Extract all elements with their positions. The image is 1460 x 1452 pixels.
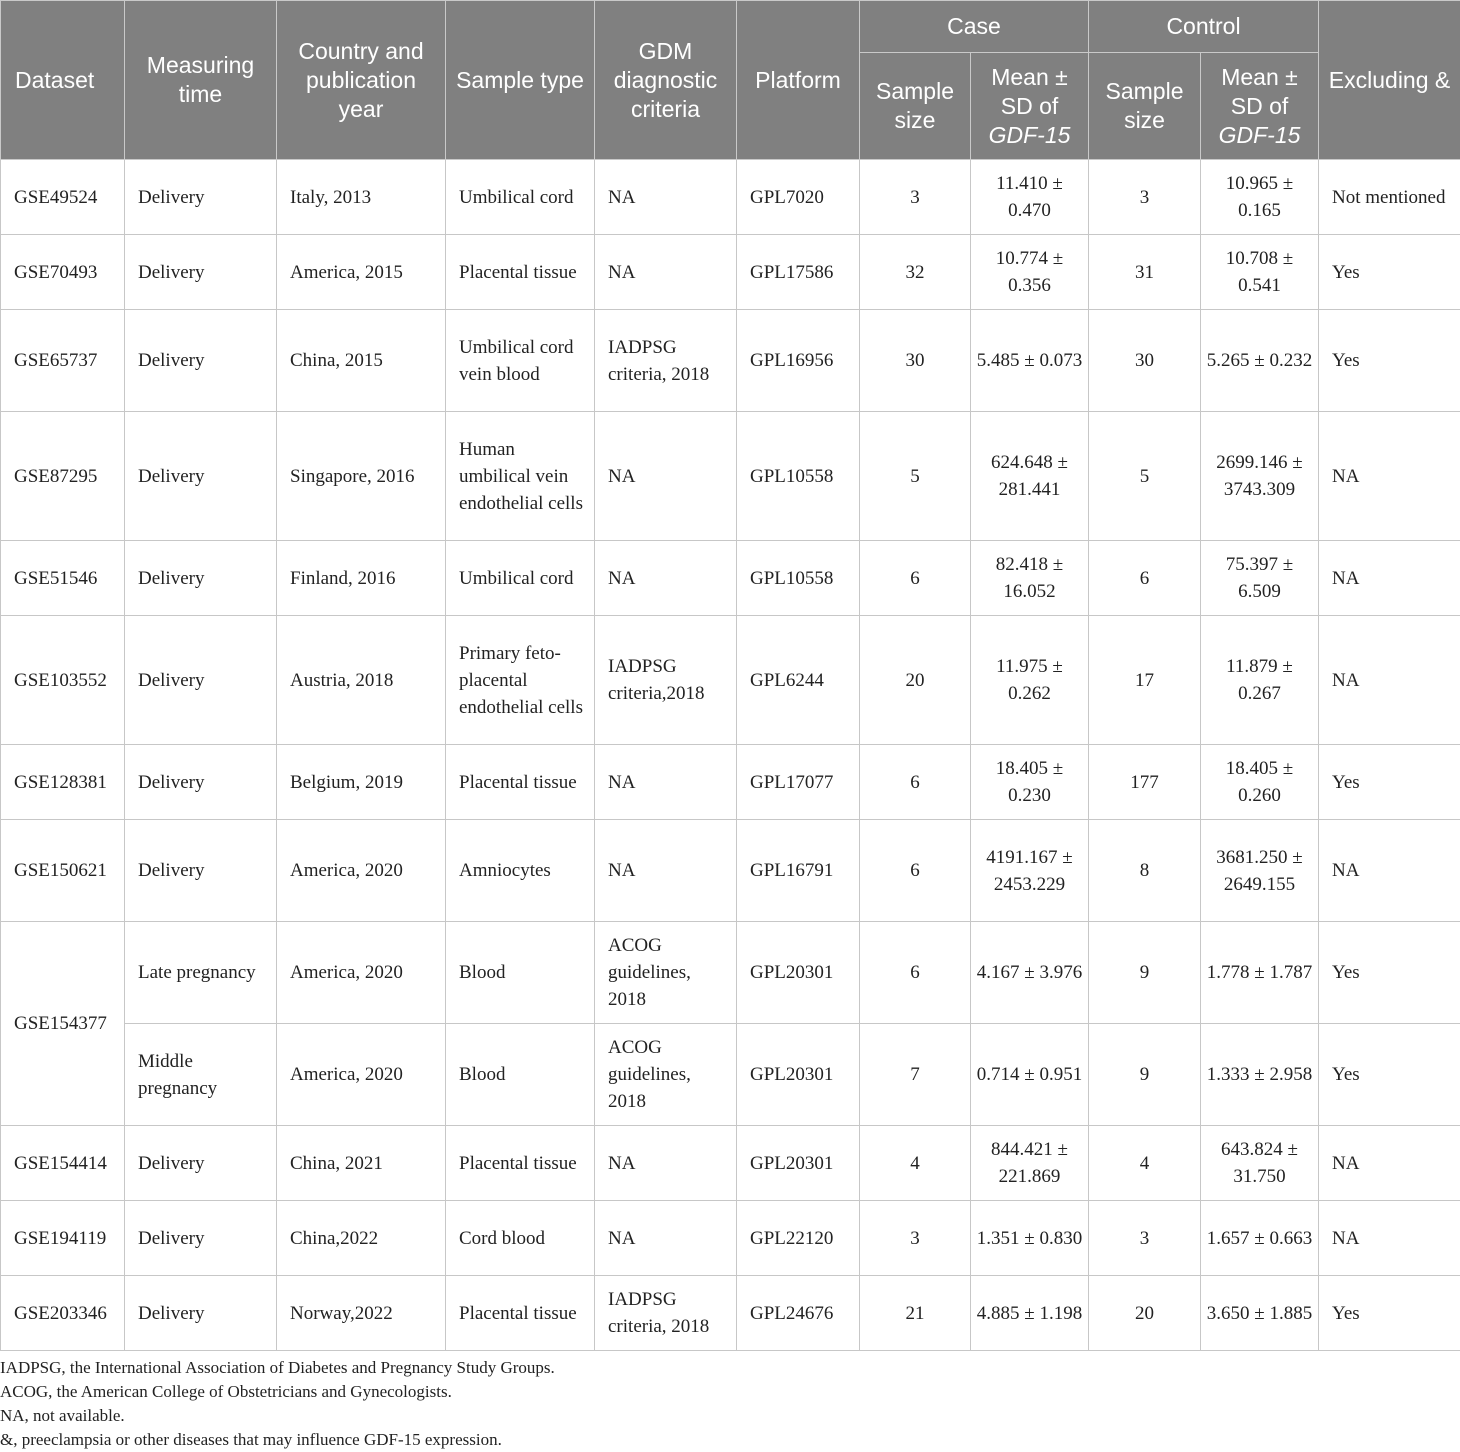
cell-country-year: Norway,2022 — [277, 1276, 446, 1351]
cell-excluding: Yes — [1319, 1024, 1460, 1126]
cell-control-sample-size: 17 — [1089, 616, 1201, 745]
cell-sample-type: Umbilical cord vein blood — [446, 310, 595, 412]
cell-excluding: NA — [1319, 541, 1460, 616]
cell-sample-type: Placental tissue — [446, 235, 595, 310]
cell-case-sample-size: 5 — [860, 412, 971, 541]
header-control-sample-size: Sample size — [1089, 53, 1201, 160]
cell-platform: GPL22120 — [737, 1201, 860, 1276]
cell-case-mean-sd: 4191.167 ± 2453.229 — [971, 820, 1089, 922]
cell-control-mean-sd: 10.708 ± 0.541 — [1201, 235, 1319, 310]
cell-country-year: Italy, 2013 — [277, 160, 446, 235]
cell-measuring-time: Delivery — [125, 820, 277, 922]
cell-dataset: GSE51546 — [1, 541, 125, 616]
cell-control-mean-sd: 1.778 ± 1.787 — [1201, 922, 1319, 1024]
table-row — [1, 412, 1460, 541]
cell-control-mean-sd: 1.657 ± 0.663 — [1201, 1201, 1319, 1276]
cell-country-year: America, 2020 — [277, 922, 446, 1024]
cell-excluding: Yes — [1319, 922, 1460, 1024]
cell-gdm-criteria: NA — [595, 1126, 737, 1201]
cell-dataset: GSE154377 — [1, 922, 125, 1126]
cell-control-sample-size: 3 — [1089, 160, 1201, 235]
table-row — [1, 1201, 1460, 1276]
cell-case-mean-sd: 11.410 ± 0.470 — [971, 160, 1089, 235]
cell-control-sample-size: 6 — [1089, 541, 1201, 616]
cell-dataset: GSE65737 — [1, 310, 125, 412]
cell-dataset: GSE103552 — [1, 616, 125, 745]
header-measuring-time: Measuring time — [125, 1, 277, 160]
cell-sample-type: Cord blood — [446, 1201, 595, 1276]
cell-excluding: NA — [1319, 1126, 1460, 1201]
cell-case-sample-size: 30 — [860, 310, 971, 412]
cell-gdm-criteria: IADPSG criteria, 2018 — [595, 1276, 737, 1351]
cell-control-mean-sd: 11.879 ± 0.267 — [1201, 616, 1319, 745]
header-gdm-criteria: GDM diagnostic criteria — [595, 1, 737, 160]
cell-case-mean-sd: 82.418 ± 16.052 — [971, 541, 1089, 616]
cell-control-sample-size: 5 — [1089, 412, 1201, 541]
cell-dataset: GSE128381 — [1, 745, 125, 820]
cell-measuring-time: Delivery — [125, 616, 277, 745]
cell-measuring-time: Delivery — [125, 235, 277, 310]
header-case-sample-size: Sample size — [860, 53, 971, 160]
cell-control-mean-sd: 10.965 ± 0.165 — [1201, 160, 1319, 235]
header-case-mean-sd — [971, 53, 1089, 160]
cell-platform: GPL6244 — [737, 616, 860, 745]
footnote: ACOG, the American College of Obstetricians and Gynecologists. — [0, 1380, 555, 1404]
cell-country-year: China,2022 — [277, 1201, 446, 1276]
cell-case-mean-sd: 10.774 ± 0.356 — [971, 235, 1089, 310]
cell-control-sample-size: 3 — [1089, 1201, 1201, 1276]
cell-platform: GPL10558 — [737, 541, 860, 616]
cell-gdm-criteria: NA — [595, 412, 737, 541]
cell-platform: GPL17077 — [737, 745, 860, 820]
cell-gdm-criteria: NA — [595, 235, 737, 310]
cell-country-year: Belgium, 2019 — [277, 745, 446, 820]
mean-sd-label: Mean ± SD of — [1221, 64, 1298, 119]
header-control: Control — [1089, 1, 1319, 53]
cell-control-mean-sd: 3.650 ± 1.885 — [1201, 1276, 1319, 1351]
cell-excluding: Yes — [1319, 745, 1460, 820]
mean-sd-label: Mean ± SD of — [991, 64, 1068, 119]
cell-sample-type: Human umbilical vein endothelial cells — [446, 412, 595, 541]
cell-sample-type: Blood — [446, 922, 595, 1024]
cell-platform: GPL7020 — [737, 160, 860, 235]
cell-case-sample-size: 21 — [860, 1276, 971, 1351]
cell-control-mean-sd: 3681.250 ± 2649.155 — [1201, 820, 1319, 922]
cell-country-year: America, 2015 — [277, 235, 446, 310]
header-excluding: Excluding & — [1319, 1, 1460, 160]
cell-case-sample-size: 6 — [860, 820, 971, 922]
cell-case-sample-size: 32 — [860, 235, 971, 310]
cell-case-sample-size: 6 — [860, 745, 971, 820]
cell-case-sample-size: 6 — [860, 922, 971, 1024]
cell-gdm-criteria: NA — [595, 820, 737, 922]
cell-control-mean-sd: 75.397 ± 6.509 — [1201, 541, 1319, 616]
cell-platform: GPL16956 — [737, 310, 860, 412]
footnote: IADPSG, the International Association of Diabetes and Pregnancy Study Groups. — [0, 1356, 555, 1380]
cell-control-sample-size: 31 — [1089, 235, 1201, 310]
cell-gdm-criteria: NA — [595, 160, 737, 235]
table-row — [1, 160, 1460, 235]
cell-platform: GPL20301 — [737, 1024, 860, 1126]
cell-measuring-time: Delivery — [125, 310, 277, 412]
cell-sample-type: Umbilical cord — [446, 541, 595, 616]
cell-gdm-criteria: NA — [595, 1201, 737, 1276]
table-row — [1, 1024, 1460, 1126]
cell-country-year: Finland, 2016 — [277, 541, 446, 616]
cell-case-mean-sd: 624.648 ± 281.441 — [971, 412, 1089, 541]
cell-excluding: Yes — [1319, 310, 1460, 412]
cell-sample-type: Blood — [446, 1024, 595, 1126]
cell-dataset: GSE70493 — [1, 235, 125, 310]
cell-dataset: GSE194119 — [1, 1201, 125, 1276]
cell-country-year: China, 2021 — [277, 1126, 446, 1201]
header-dataset: Dataset — [1, 1, 125, 160]
cell-country-year: China, 2015 — [277, 310, 446, 412]
cell-case-mean-sd: 11.975 ± 0.262 — [971, 616, 1089, 745]
cell-dataset: GSE203346 — [1, 1276, 125, 1351]
cell-case-mean-sd: 0.714 ± 0.951 — [971, 1024, 1089, 1126]
cell-platform: GPL17586 — [737, 235, 860, 310]
cell-gdm-criteria: ACOG guidelines, 2018 — [595, 922, 737, 1024]
cell-control-sample-size: 30 — [1089, 310, 1201, 412]
footnote: &, preeclampsia or other diseases that may influence GDF-15 expression. — [0, 1428, 555, 1452]
cell-measuring-time: Delivery — [125, 1126, 277, 1201]
cell-gdm-criteria: ACOG guidelines, 2018 — [595, 1024, 737, 1126]
cell-control-sample-size: 8 — [1089, 820, 1201, 922]
cell-gdm-criteria: NA — [595, 745, 737, 820]
gene-name: GDF-15 — [989, 122, 1071, 148]
footnote: NA, not available. — [0, 1404, 555, 1428]
cell-sample-type: Primary feto-placental endothelial cells — [446, 616, 595, 745]
header-case: Case — [860, 1, 1089, 53]
cell-case-sample-size: 3 — [860, 1201, 971, 1276]
cell-case-sample-size: 3 — [860, 160, 971, 235]
table-row — [1, 1276, 1460, 1351]
footnotes — [0, 1356, 555, 1452]
cell-platform: GPL20301 — [737, 1126, 860, 1201]
cell-case-mean-sd: 4.167 ± 3.976 — [971, 922, 1089, 1024]
table-row — [1, 1126, 1460, 1201]
gene-name: GDF-15 — [1219, 122, 1301, 148]
cell-control-sample-size: 9 — [1089, 1024, 1201, 1126]
cell-case-mean-sd: 5.485 ± 0.073 — [971, 310, 1089, 412]
header-country-year: Country and publication year — [277, 1, 446, 160]
cell-platform: GPL20301 — [737, 922, 860, 1024]
cell-case-mean-sd: 844.421 ± 221.869 — [971, 1126, 1089, 1201]
cell-control-mean-sd: 1.333 ± 2.958 — [1201, 1024, 1319, 1126]
cell-control-mean-sd: 2699.146 ± 3743.309 — [1201, 412, 1319, 541]
cell-case-mean-sd: 1.351 ± 0.830 — [971, 1201, 1089, 1276]
cell-case-sample-size: 4 — [860, 1126, 971, 1201]
cell-case-mean-sd: 18.405 ± 0.230 — [971, 745, 1089, 820]
cell-excluding: Yes — [1319, 235, 1460, 310]
table-row — [1, 310, 1460, 412]
cell-measuring-time: Delivery — [125, 1201, 277, 1276]
cell-case-sample-size: 7 — [860, 1024, 971, 1126]
cell-excluding: NA — [1319, 820, 1460, 922]
cell-country-year: America, 2020 — [277, 1024, 446, 1126]
cell-sample-type: Placental tissue — [446, 745, 595, 820]
cell-control-sample-size: 4 — [1089, 1126, 1201, 1201]
cell-control-mean-sd: 18.405 ± 0.260 — [1201, 745, 1319, 820]
cell-measuring-time: Delivery — [125, 745, 277, 820]
table-row — [1, 820, 1460, 922]
cell-case-mean-sd: 4.885 ± 1.198 — [971, 1276, 1089, 1351]
cell-sample-type: Placental tissue — [446, 1126, 595, 1201]
cell-measuring-time: Delivery — [125, 160, 277, 235]
cell-measuring-time: Delivery — [125, 541, 277, 616]
cell-measuring-time: Delivery — [125, 412, 277, 541]
cell-excluding: NA — [1319, 1201, 1460, 1276]
cell-excluding: NA — [1319, 412, 1460, 541]
cell-sample-type: Placental tissue — [446, 1276, 595, 1351]
cell-gdm-criteria: NA — [595, 541, 737, 616]
cell-dataset: GSE49524 — [1, 160, 125, 235]
cell-sample-type: Umbilical cord — [446, 160, 595, 235]
table-row — [1, 235, 1460, 310]
cell-platform: GPL24676 — [737, 1276, 860, 1351]
table-row — [1, 922, 1460, 1024]
cell-control-sample-size: 177 — [1089, 745, 1201, 820]
cell-case-sample-size: 6 — [860, 541, 971, 616]
cell-excluding: Not mentioned — [1319, 160, 1460, 235]
cell-measuring-time: Delivery — [125, 1276, 277, 1351]
cell-excluding: NA — [1319, 616, 1460, 745]
cell-dataset: GSE150621 — [1, 820, 125, 922]
cell-case-sample-size: 20 — [860, 616, 971, 745]
cell-measuring-time: Middle pregnancy — [125, 1024, 277, 1126]
cell-country-year: Austria, 2018 — [277, 616, 446, 745]
cell-platform: GPL10558 — [737, 412, 860, 541]
header-control-mean-sd — [1201, 53, 1319, 160]
cell-control-mean-sd: 5.265 ± 0.232 — [1201, 310, 1319, 412]
cell-dataset: GSE154414 — [1, 1126, 125, 1201]
cell-platform: GPL16791 — [737, 820, 860, 922]
table-body — [1, 160, 1460, 1351]
cell-gdm-criteria: IADPSG criteria, 2018 — [595, 310, 737, 412]
table-row — [1, 616, 1460, 745]
table-row — [1, 745, 1460, 820]
table-row — [1, 541, 1460, 616]
cell-gdm-criteria: IADPSG criteria,2018 — [595, 616, 737, 745]
cell-control-mean-sd: 643.824 ± 31.750 — [1201, 1126, 1319, 1201]
cell-sample-type: Amniocytes — [446, 820, 595, 922]
cell-control-sample-size: 9 — [1089, 922, 1201, 1024]
cell-measuring-time: Late pregnancy — [125, 922, 277, 1024]
cell-excluding: Yes — [1319, 1276, 1460, 1351]
header-sample-type: Sample type — [446, 1, 595, 160]
cell-dataset: GSE87295 — [1, 412, 125, 541]
cell-country-year: America, 2020 — [277, 820, 446, 922]
cell-country-year: Singapore, 2016 — [277, 412, 446, 541]
header-platform: Platform — [737, 1, 860, 160]
cell-control-sample-size: 20 — [1089, 1276, 1201, 1351]
